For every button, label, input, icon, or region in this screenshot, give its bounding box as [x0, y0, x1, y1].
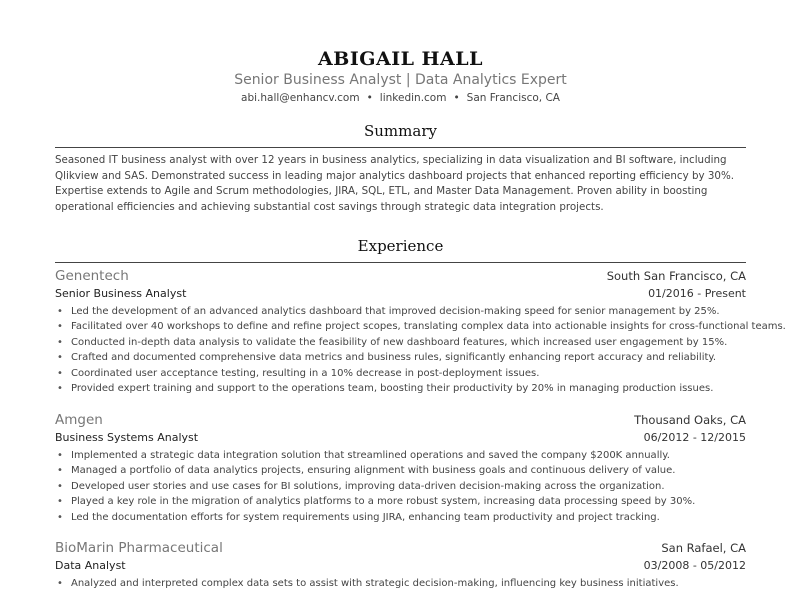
job-entry: [55, 540, 746, 591]
separator: •: [366, 92, 373, 104]
job-dates: 01/2016 - Present: [648, 287, 746, 300]
job-bullets: [55, 576, 746, 591]
summary-divider: [55, 147, 746, 148]
job-location: Thousand Oaks, CA: [634, 413, 746, 427]
job-bullets: [55, 304, 786, 396]
job-role: Business Systems Analyst: [55, 431, 199, 444]
company-name: Genentech: [55, 268, 129, 284]
job-location: South San Francisco, CA: [606, 269, 746, 283]
job-bullet: • Crafted and documented comprehensive data metrics and business rules, significantly enhancing report accuracy and reliability.: [55, 350, 746, 365]
job-role: Data Analyst: [55, 559, 126, 572]
linkedin-link[interactable]: linkedin.com: [379, 92, 447, 104]
location-text: San Francisco, CA: [466, 92, 560, 104]
company-name: BioMarin Pharmaceutical: [55, 540, 223, 556]
job-role: Senior Business Analyst: [55, 287, 187, 300]
company-name: Amgen: [55, 412, 103, 428]
job-bullet: • Developed user stories and use cases for BI solutions, improving data-driven decision-making across the organization.: [55, 479, 746, 494]
job-bullet: • Provided expert training and support to the operations team, boosting their productivity by 20% in managing production issues.: [55, 381, 746, 396]
job-bullets: [55, 448, 746, 525]
job-bullet: • Led the documentation efforts for system requirements using JIRA, enhancing team productivity and project tracking.: [55, 510, 746, 525]
job-entry: [55, 268, 786, 396]
job-bullet: • Managed a portfolio of data analytics projects, ensuring alignment with business goals and continuous delivery of value.: [55, 463, 746, 478]
job-entry: [55, 412, 746, 525]
candidate-name: ABIGAIL HALL: [318, 48, 483, 70]
job-dates: 06/2012 - 12/2015: [643, 431, 746, 444]
job-bullet: • Played a key role in the migration of analytics platforms to a more robust system, increasing data processing speed by 30%.: [55, 494, 746, 509]
job-bullet: • Led the development of an advanced analytics dashboard that improved decision-making speed for senior management by 25%.: [55, 304, 746, 319]
email-link[interactable]: abi.hall@enhancv.com: [241, 92, 360, 104]
candidate-title: Senior Business Analyst | Data Analytics Expert: [234, 72, 567, 88]
separator: •: [453, 92, 460, 104]
job-bullet: • Implemented a strategic data integration solution that streamlined operations and saved the company $200K annually.: [55, 448, 746, 463]
job-bullet: • Analyzed and interpreted complex data sets to assist with strategic decision-making, influencing key business initiatives.: [55, 576, 746, 591]
summary-heading: Summary: [364, 122, 437, 140]
experience-divider: [55, 262, 746, 263]
job-location: San Rafael, CA: [661, 541, 746, 555]
contact-line: [55, 92, 746, 104]
job-bullet: • Conducted in-depth data analysis to validate the feasibility of new dashboard features, which increased user engagement by 15%.: [55, 335, 746, 350]
job-bullet: • Facilitated over 40 workshops to define and refine project scopes, translating complex data into actionable insights for cross-functional teams.: [55, 319, 746, 334]
summary-text: Seasoned IT business analyst with over 12 years in business analytics, specializing in data visualization and BI software, including Qlikview and SAS. Demonstrated success in leading major analytics dashboard projects that enhanced reporting efficiency by 30%. Expertise extends to Agile and Scrum methodologies, JIRA, SQL, ETL, and Master Data Management. Proven ability in boosting operational efficiencies and achieving substantial cost savings through strategic data integration projects.: [55, 154, 735, 213]
job-bullet: • Coordinated user acceptance testing, resulting in a 10% decrease in post-deployment issues.: [55, 366, 746, 381]
experience-heading: Experience: [357, 237, 444, 255]
job-dates: 03/2008 - 05/2012: [643, 559, 746, 572]
